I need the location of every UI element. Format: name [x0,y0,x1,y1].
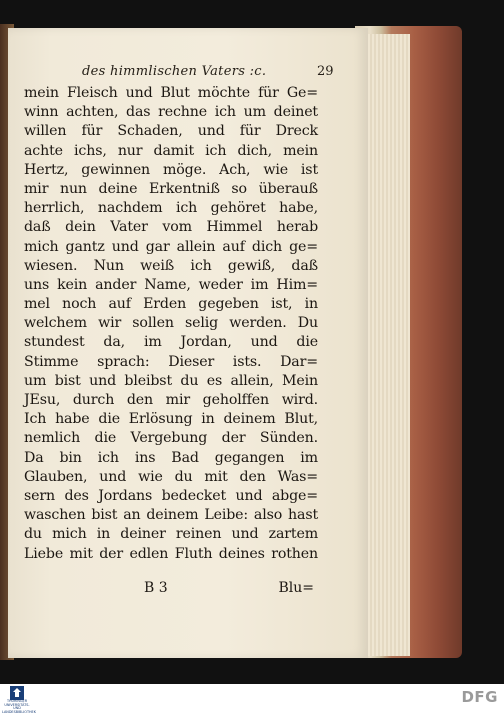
catchword: Blu= [278,580,314,596]
page-header [20,64,504,82]
page-number: 29 [317,64,334,79]
body-text [24,84,318,564]
text-line: waschen bist an deinem Leibe: also hast [24,507,318,524]
text-line: Liebe mit der edlen Fluth deines rothen [24,545,318,562]
library-emblem-icon [10,686,24,700]
text-line: achte ichs, nur damit ich dich, mein [24,142,318,159]
text-line: herrlich, nachdem ich gehöret habe, [24,200,318,217]
text-line: daß dein Vater vom Himmel herab [24,219,318,236]
text-line: du mich in deiner reinen und zartem [24,526,318,543]
text-line: Hertz, gewinnen möge. Ach, wie ist [24,161,318,178]
text-line: um bist und bleibst du es allein, Mein [24,372,318,389]
text-line: mir nun deine Erkentniß so überauß [24,180,318,197]
library-logo-text: THÜRINGER UNIVERSITÄTS- UND LANDESBIBLIOTHEK [2,699,36,714]
text-line: JEsu, durch den mir geholffen wird. [24,392,318,408]
library-logo[interactable] [2,686,36,714]
text-line: Glauben, und wie du mit den Was= [24,468,318,485]
text-line: sern des Jordans bedecket und abge= [24,487,318,504]
text-line: willen für Schaden, und für Dreck [24,123,318,140]
text-line: uns kein ander Name, weder im Him= [24,276,318,293]
text-line: Da bin ich ins Bad gegangen im [24,449,318,466]
text-line: Ich habe die Erlösung in deinem Blut, [24,411,318,428]
text-line: winn achten, das rechne ich um deinet [24,104,318,121]
text-line: Stimme sprach: Dieser ists. Dar= [24,353,318,370]
text-line: welchem wir sollen selig werden. Du [24,315,318,332]
text-line: stundest da, im Jordan, und die [24,334,318,351]
text-line: mein Fleisch und Blut möchte für Ge= [24,85,318,101]
text-line: wiesen. Nun weiß ich gewiß, daß [24,257,318,274]
running-title: des himmlischen Vaters :c. [82,64,267,79]
page-footer [24,580,318,600]
signature-mark: B 3 [144,580,168,596]
dfg-logo[interactable]: DFG [461,688,498,706]
text-line: mich gantz und gar allein auf dich ge= [24,238,318,255]
text-line: mel noch auf Erden gegeben ist, in [24,296,318,313]
viewer-footer-bar [0,684,504,714]
text-line: nemlich die Vergebung der Sünden. [24,430,318,447]
